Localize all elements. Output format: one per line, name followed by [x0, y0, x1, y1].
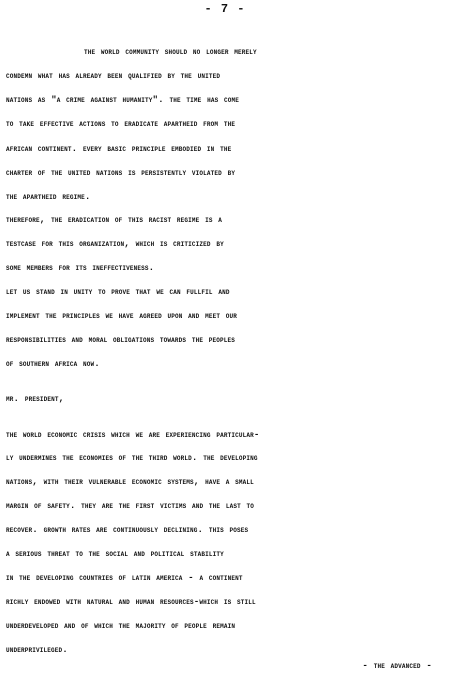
text-line: to take effective actions to eradicate apartheid from the [6, 118, 236, 129]
text-line: let us stand in unity to prove that we can fullfil and [6, 286, 230, 297]
text-line: nations, with their vulnerable economic systems, have a small [6, 476, 254, 487]
page-number: - 7 - [204, 2, 246, 16]
salutation: mr. president, [6, 393, 65, 404]
text-line: condemn what has already been qualified by the united [6, 70, 221, 81]
text-line: richly endowed with natural and human resources-which is still [6, 596, 256, 607]
text-line: in the developing countries of latin america - a continent [6, 572, 243, 583]
text-line: ly undermines the economies of the third world. the developing [6, 452, 258, 463]
text-line: charter of the united nations is persistently violated by [6, 167, 236, 178]
text-line: a serious threat to the social and political stability [6, 548, 224, 559]
text-line: the apartheid regime. [6, 191, 91, 202]
text-line: margin of safety. they are the first victims and the last to [6, 500, 254, 511]
text-line: nations as "a crime against humanity". the time has come [6, 94, 239, 105]
text-line: african continent. every basic principle embodied in the [6, 143, 232, 154]
text-line: testcase for this organization, which is criticized by [6, 238, 224, 249]
text-line: some members for its ineffectiveness. [6, 262, 155, 273]
text-line: underprivileged. [6, 644, 68, 655]
text-line: the world economic crisis which we are experiencing particular- [6, 429, 260, 440]
text-line: recover. growth rates are continuously declining. this poses [6, 524, 249, 535]
text-line: therefore, the eradication of this racist regime is a [6, 214, 222, 225]
continuation-footer: - the advanced - [362, 660, 432, 671]
text-line: of southern africa now. [6, 358, 100, 369]
text-line: the world community should no longer merely [84, 46, 257, 57]
text-line: responsibilities and moral obligations towards the peoples [6, 334, 236, 345]
text-line: implement the principles we have agreed upon and meet our [6, 310, 237, 321]
text-line: underdeveloped and of which the majority of people remain [6, 620, 236, 631]
